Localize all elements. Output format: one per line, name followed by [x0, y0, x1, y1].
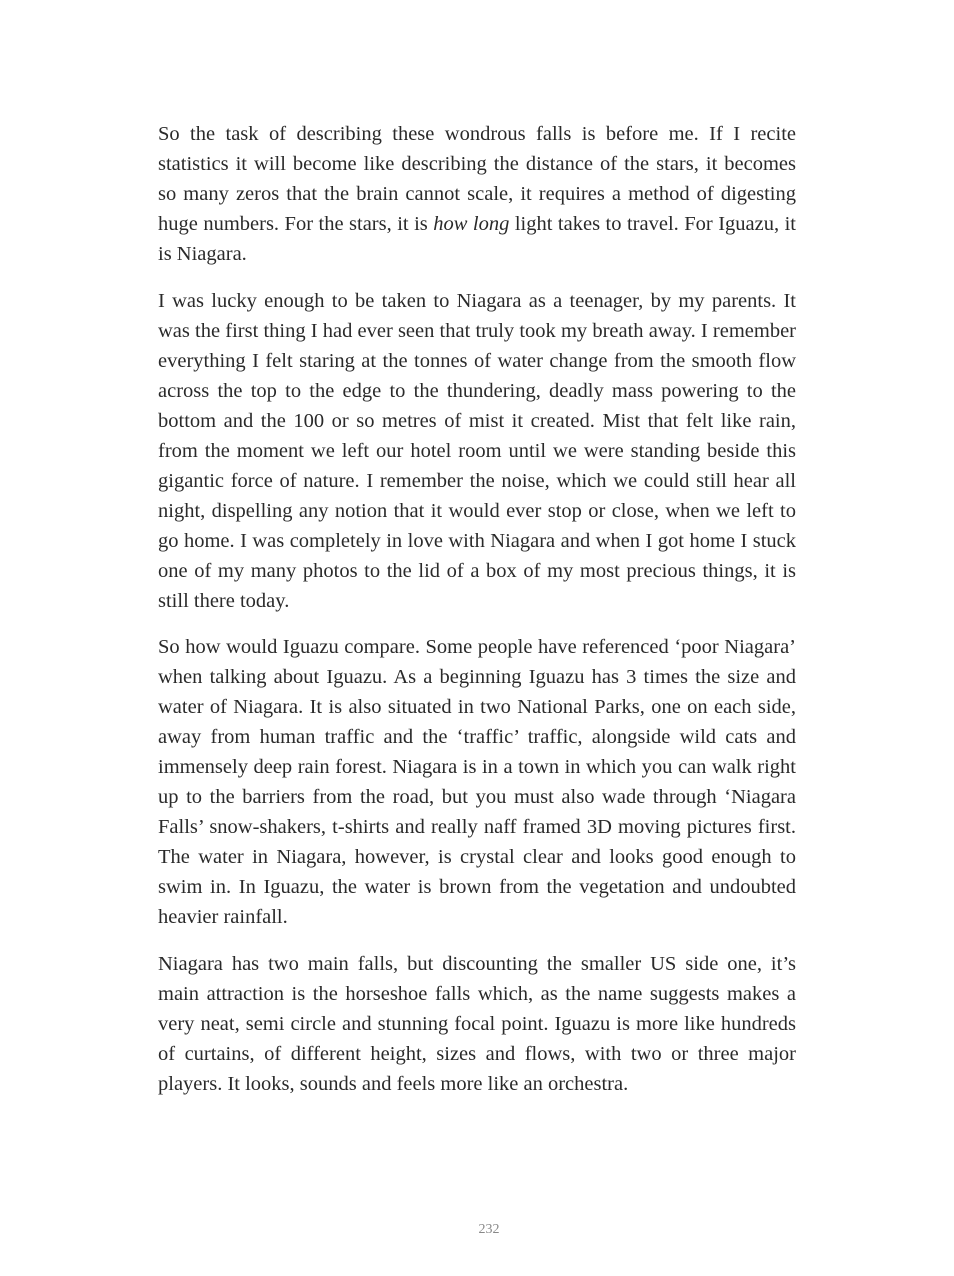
body-text: [158, 119, 796, 1115]
paragraph-1-italic-phrase: how long: [433, 213, 510, 235]
page-number: 232: [478, 1222, 500, 1237]
paragraph-1-text-start: So the task of describing these wondrous falls is before me. If I recite statistics it will become like describing the distance of the stars, it becomes so many zeros that the brain cannot scale, it requires a method of digesting huge numbers. For the stars, it is: [158, 123, 796, 235]
paragraph-1: [158, 119, 796, 269]
paragraph-3: So how would Iguazu compare. Some people have referenced ‘poor Niagara’ when talking about Iguazu. As a beginning Iguazu has 3 times the size and water of Niagara. It is also situated in two National Parks, one on each side, away from human traffic and the ‘traffic’ traffic, alongside wild cats and immensely deep rain forest. Niagara is in a town in which you can walk right up to the barriers from the road, but you must also wade through ‘Niagara Falls’ snow-shakers, t-shirts and really naff framed 3D moving pictures first. The water in Niagara, however, is crystal clear and looks good enough to swim in. In Iguazu, the water is brown from the vegetation and undoubted heavier rainfall.: [158, 636, 796, 928]
paragraph-4: Niagara has two main falls, but discounting the smaller US side one, it’s main attraction is the horseshoe falls which, as the name suggests makes a very neat, semi circle and stunning focal point. Iguazu is more like hundreds of curtains, of different height, sizes and flows, with two or three major players. It looks, sounds and feels more like an orchestra.: [158, 952, 796, 1095]
paragraph-1-text-end: light takes to travel. For Iguazu, it is Niagara.: [158, 213, 796, 265]
paragraph-2: I was lucky enough to be taken to Niagara as a teenager, by my parents. It was the first thing I had ever seen that truly took my breath away. I remember everything I felt staring at the tonnes of water change from the smooth flow across the top to the edge to the thundering, deadly mass powering to the bottom and the 100 or so metres of mist it created. Mist that felt like rain, from the moment we left our hotel room until we were standing beside this gigantic force of nature. I remember the noise, which we could still hear all night, dispelling any notion that it would ever stop or close, when we left to go home. I was completely in love with Niagara and when I got home I stuck one of my many photos to the lid of a box of my most precious things, it is still there today.: [158, 289, 796, 612]
